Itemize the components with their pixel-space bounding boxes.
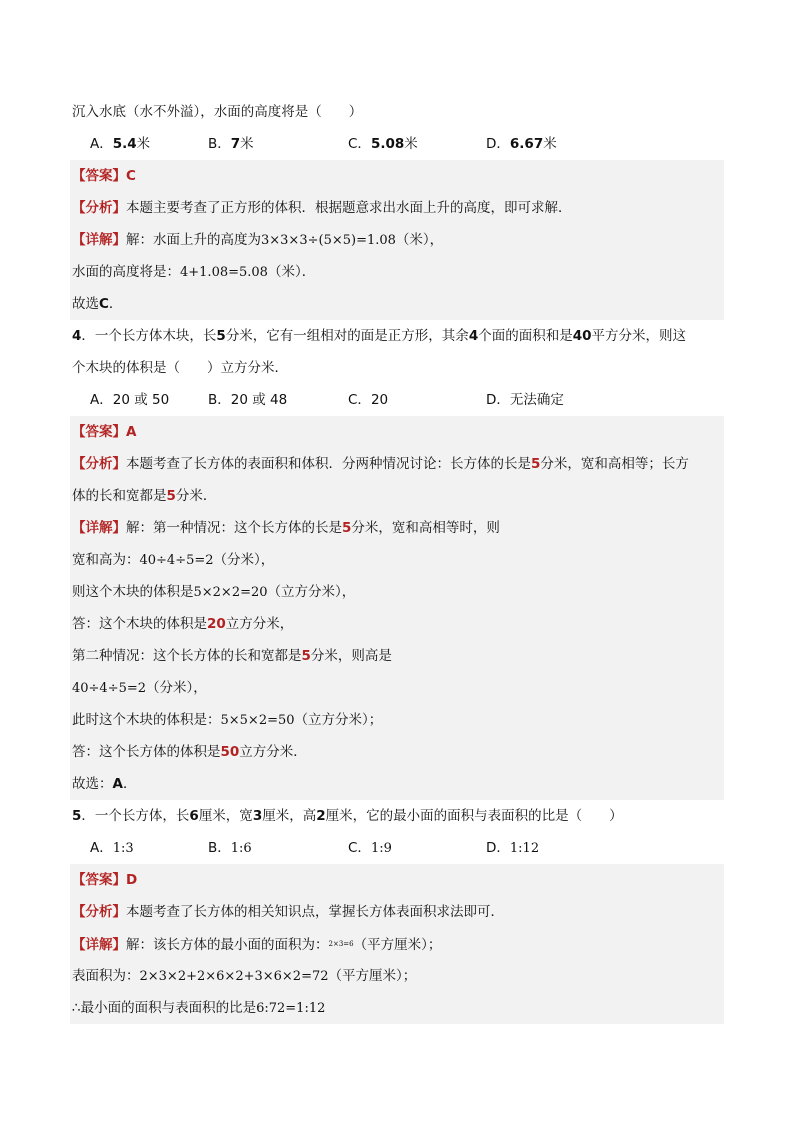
q3-option-d: D．6.67米 — [486, 136, 557, 152]
q4-analysis-line1: 【分析】本题考查了长方体的表面积和体积．分两种情况讨论：长方体的长是5分米，宽和高相等；长方 — [72, 456, 689, 472]
q3-analysis: 【分析】本题主要考查了正方形的体积．根据题意求出水面上升的高度，即可求解． — [72, 200, 572, 216]
q4-option-b: B．20 或 48 — [208, 392, 288, 408]
q3-solution-block — [70, 160, 724, 320]
q5-answer: 【答案】D — [72, 872, 138, 888]
q4-detail-line7: 此时这个木块的体积是：5×5×2=50（立方分米）； — [72, 712, 383, 728]
q4-choose: 故选：A． — [72, 776, 137, 792]
q5-options — [70, 832, 724, 864]
q5-detail-line2: 表面积为：2×3×2+2×6×2+3×6×2=72（平方厘米）； — [72, 968, 417, 984]
q4-detail-line8: 答：这个长方体的体积是50立方分米． — [72, 744, 307, 760]
q4-detail-line3: 则这个木块的体积是5×2×2=20（立方分米）， — [72, 584, 356, 600]
q5-stem: 5．一个长方体，长6厘米，宽3厘米，高2厘米，它的最小面的面积与表面积的比是（ ） — [72, 808, 623, 824]
q5-analysis: 【分析】本题考查了长方体的相关知识点，掌握长方体表面积求法即可． — [72, 904, 504, 920]
q3-option-b: B．7米 — [208, 136, 254, 152]
q3-stem: 沉入水底（水不外溢），水面的高度将是（ ） — [72, 104, 363, 120]
q4-stem-line2: 个木块的体积是（ ）立方分米． — [72, 360, 288, 376]
q4-detail-line5: 第二种情况：这个长方体的长和宽都是5分米，则高是 — [72, 648, 392, 664]
document-page — [70, 96, 724, 1024]
q5-detail: 【详解】解：该长方体的最小面的面积为：$^{2\times 3=6}$（平方厘米）； — [72, 937, 442, 953]
q5-detail-line3: ∴最小面的面积与表面积的比是6:72=1:12 — [72, 1000, 326, 1016]
q3-option-a: A．5.4米 — [90, 136, 151, 152]
q3-answer: 【答案】C — [72, 168, 136, 184]
q4-detail-line4: 答：这个木块的体积是20立方分米， — [72, 616, 294, 632]
q4-analysis-line2: 体的长和宽都是5分米． — [72, 488, 217, 504]
q4-option-d: D．无法确定 — [486, 392, 564, 408]
q4-solution-block — [70, 416, 724, 800]
q4-detail-line6: 40÷4÷5=2（分米）， — [72, 680, 207, 696]
q3-detail-line2: 水面的高度将是：4+1.08=5.08（米）． — [72, 264, 316, 280]
q3-choose: 故选C． — [72, 296, 123, 312]
q5-option-a: A．1:3 — [90, 840, 134, 856]
q3-options — [70, 128, 724, 160]
q3-detail: 【详解】解：水面上升的高度为3×3×3÷(5×5)=1.08（米）， — [72, 232, 444, 248]
q4-stem-line1: 4．一个长方体木块，长5分米，它有一组相对的面是正方形，其余4个面的面积和是40平方分米，则这 — [72, 328, 687, 344]
q5-option-d: D．1:12 — [486, 840, 540, 856]
q3-option-c: C．5.08米 — [348, 136, 418, 152]
q4-option-a: A．20 或 50 — [90, 392, 170, 408]
q4-options — [70, 384, 724, 416]
q4-answer: 【答案】A — [72, 424, 137, 440]
q5-option-b: B．1:6 — [208, 840, 252, 856]
q4-detail-line2: 宽和高为：40÷4÷5=2（分米）， — [72, 552, 275, 568]
q4-option-c: C．20 — [348, 392, 389, 408]
q5-solution-block — [70, 864, 724, 1024]
q5-option-c: C．1:9 — [348, 840, 392, 856]
q4-detail: 【详解】解：第一种情况：这个长方体的长是5分米，宽和高相等时，则 — [72, 520, 500, 536]
